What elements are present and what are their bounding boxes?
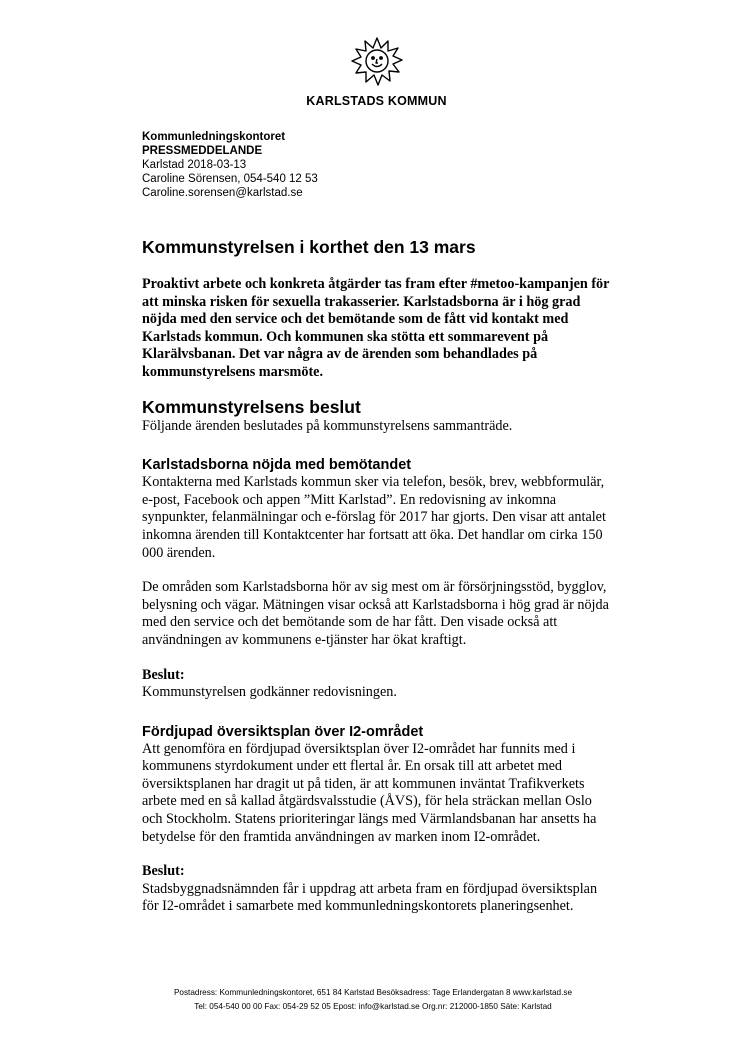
logo — [300, 36, 453, 108]
page-title: Kommunstyrelsen i korthet den 13 mars — [142, 237, 476, 257]
logo-text: KARLSTADS KOMMUN — [306, 94, 447, 108]
section-oversiktsplan — [142, 723, 612, 916]
beslut-text: Stadsbyggnadsnämnden får i uppdrag att arbeta fram en fördjupad översiktsplan för I2-området i samarbete med kommunledningskontorets planeringsenhet. — [142, 880, 598, 915]
footer-contact: Tel: 054-540 00 00 Fax: 054-29 52 05 Epost: info@karlstad.se Org.nr: 212000-1850 Säte: Karlstad — [194, 1002, 552, 1011]
beslut-label: Beslut: — [142, 666, 185, 683]
beslut-label: Beslut: — [142, 863, 185, 880]
document-body — [142, 236, 612, 916]
section-heading: Karlstadsborna nöjda med bemötandet — [142, 457, 412, 474]
section-paragraph: Kontakterna med Karlstads kommun sker via telefon, besök, brev, webbformulär, e-post, Facebook och appen ”Mitt Karlstad”. En redovisning av inkomna synpunkter, felanmälningar och e-förslag för 2017 har gjorts. Den visar att antalet inkomna ärenden till Kontaktcenter har fortsatt att öka. Det handlar om cirka 150 000 ärenden. — [142, 474, 606, 561]
contact-person: Caroline Sörensen, 054-540 12 53 — [142, 173, 318, 185]
decisions-heading: Kommunstyrelsens beslut — [142, 396, 361, 417]
section-paragraph: De områden som Karlstadsborna hör av sig mest om är försörjningsstöd, bygglov, belysning och vägar. Mätningen visar också att Karlstadsborna i hög grad är nöjda med den service och det bemötande som de har fått. Den visade också att användningen av kommunens e-tjänster har ökat kraftigt. — [142, 579, 609, 648]
page-footer — [0, 986, 746, 1014]
footer-address: Postadress: Kommunledningskontoret, 651 84 Karlstad Besöksadress: Tage Erlandergatan 8 www.karlstad.se — [173, 988, 573, 997]
beslut-text: Kommunstyrelsen godkänner redovisningen. — [142, 684, 397, 701]
section-heading: Fördjupad översiktsplan över I2-området — [142, 723, 424, 740]
section-paragraph: Att genomföra en fördjupad översiktsplan över I2-området har funnits med i kommunens styrdokument under ett flertal år. En orsak till att arbetet med översiktsplanen har dragit ut på tiden, är att kommunen inväntat Trafikverkets arbete med en så kallad åtgärdsvalsstudie (ÅVS), för hela sträckan mellan Oslo och Stockholm. Statens prioriteringar längs med Värmlandsbanan har ansetts ha betydelse för den framtida användningen av marken inom I2-området. — [142, 740, 597, 845]
contact-email: Caroline.sorensen@karlstad.se — [142, 187, 303, 199]
lead-paragraph: Proaktivt arbete och konkreta åtgärder tas fram efter #metoo-kampanjen för att minska risken för sexuella trakasserier. Karlstadsborna är i hög grad nöjda med den service och det bemötande som de fått vid kontakt med Karlstads kommun. Och kommunen ska stötta ett sommarevent på Klarälvsbanan. Det var några av de ärenden som behandlades på kommunstyrelsens marsmöte. — [142, 276, 610, 380]
office-name: Kommunledningskontoret — [142, 131, 286, 143]
sun-face-icon — [350, 36, 404, 92]
document-type: PRESSMEDDELANDE — [142, 145, 263, 157]
section-bemotandet — [142, 456, 612, 702]
place-date: Karlstad 2018-03-13 — [142, 159, 247, 171]
document-meta — [142, 130, 318, 200]
decisions-intro: Följande ärenden beslutades på kommunstyrelsens sammanträde. — [142, 417, 513, 434]
